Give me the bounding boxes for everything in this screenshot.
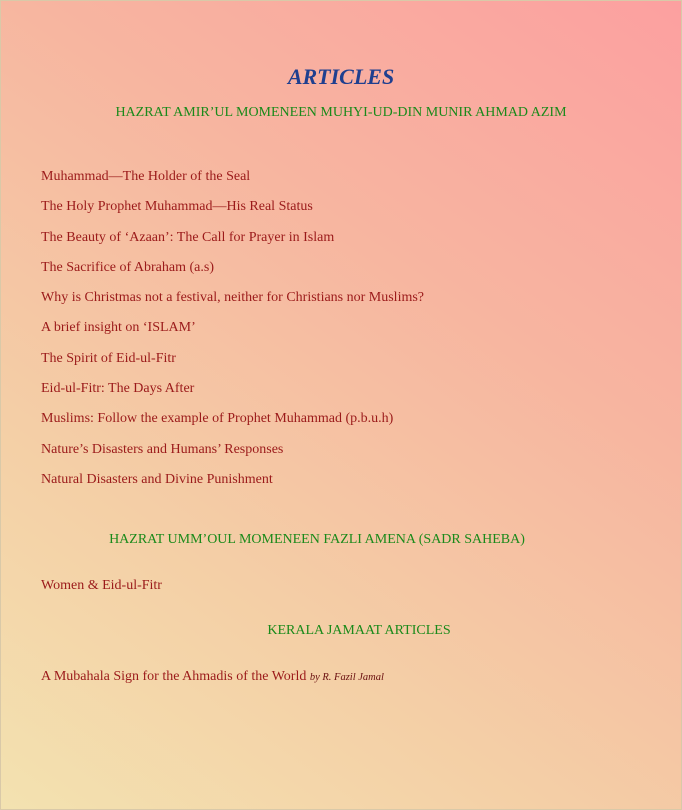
article-link[interactable]: The Spirit of Eid-ul-Fitr (41, 350, 176, 366)
article-list-amirul-momeneen (41, 168, 424, 501)
page-title: ARTICLES (287, 64, 395, 89)
section-heading-kerala-jamaat: KERALA JAMAAT ARTICLES (267, 623, 451, 638)
section-heading-ummoul-momeneen: HAZRAT UMM’OUL MOMENEEN FAZLI AMENA (SADR SAHEBA) (109, 532, 525, 547)
article-link[interactable]: Muhammad—The Holder of the Seal (41, 169, 251, 184)
article-link[interactable]: Muslims: Follow the example of Prophet Muhammad (p.b.u.h) (41, 411, 394, 427)
article-link[interactable]: Women & Eid-ul-Fitr (41, 578, 162, 593)
article-link[interactable]: The Beauty of ‘Azaan’: The Call for Prayer in Islam (41, 229, 335, 245)
article-link[interactable]: A Mubahala Sign for the Ahmadis of the World (41, 669, 307, 684)
article-byline: by R. Fazil Jamal (309, 672, 384, 683)
article-list-ummoul-momeneen (41, 577, 162, 607)
article-link[interactable]: The Sacrifice of Abraham (a.s) (41, 259, 214, 275)
article-link[interactable]: A brief insight on ‘ISLAM’ (41, 320, 196, 336)
article-link[interactable]: Natural Disasters and Divine Punishment (41, 471, 273, 487)
article-list-kerala-jamaat (41, 668, 384, 698)
section-heading-amirul-momeneen: HAZRAT AMIR’UL MOMENEEN MUHYI-UD-DIN MUNIR AHMAD AZIM (115, 105, 567, 120)
article-link[interactable]: Nature’s Disasters and Humans’ Responses (41, 441, 284, 457)
article-link[interactable]: The Holy Prophet Muhammad—His Real Status (41, 199, 313, 215)
article-link[interactable]: Eid-ul-Fitr: The Days After (41, 381, 195, 397)
article-link[interactable]: Why is Christmas not a festival, neither for Christians nor Muslims? (41, 290, 425, 306)
article-link-item (41, 668, 384, 698)
